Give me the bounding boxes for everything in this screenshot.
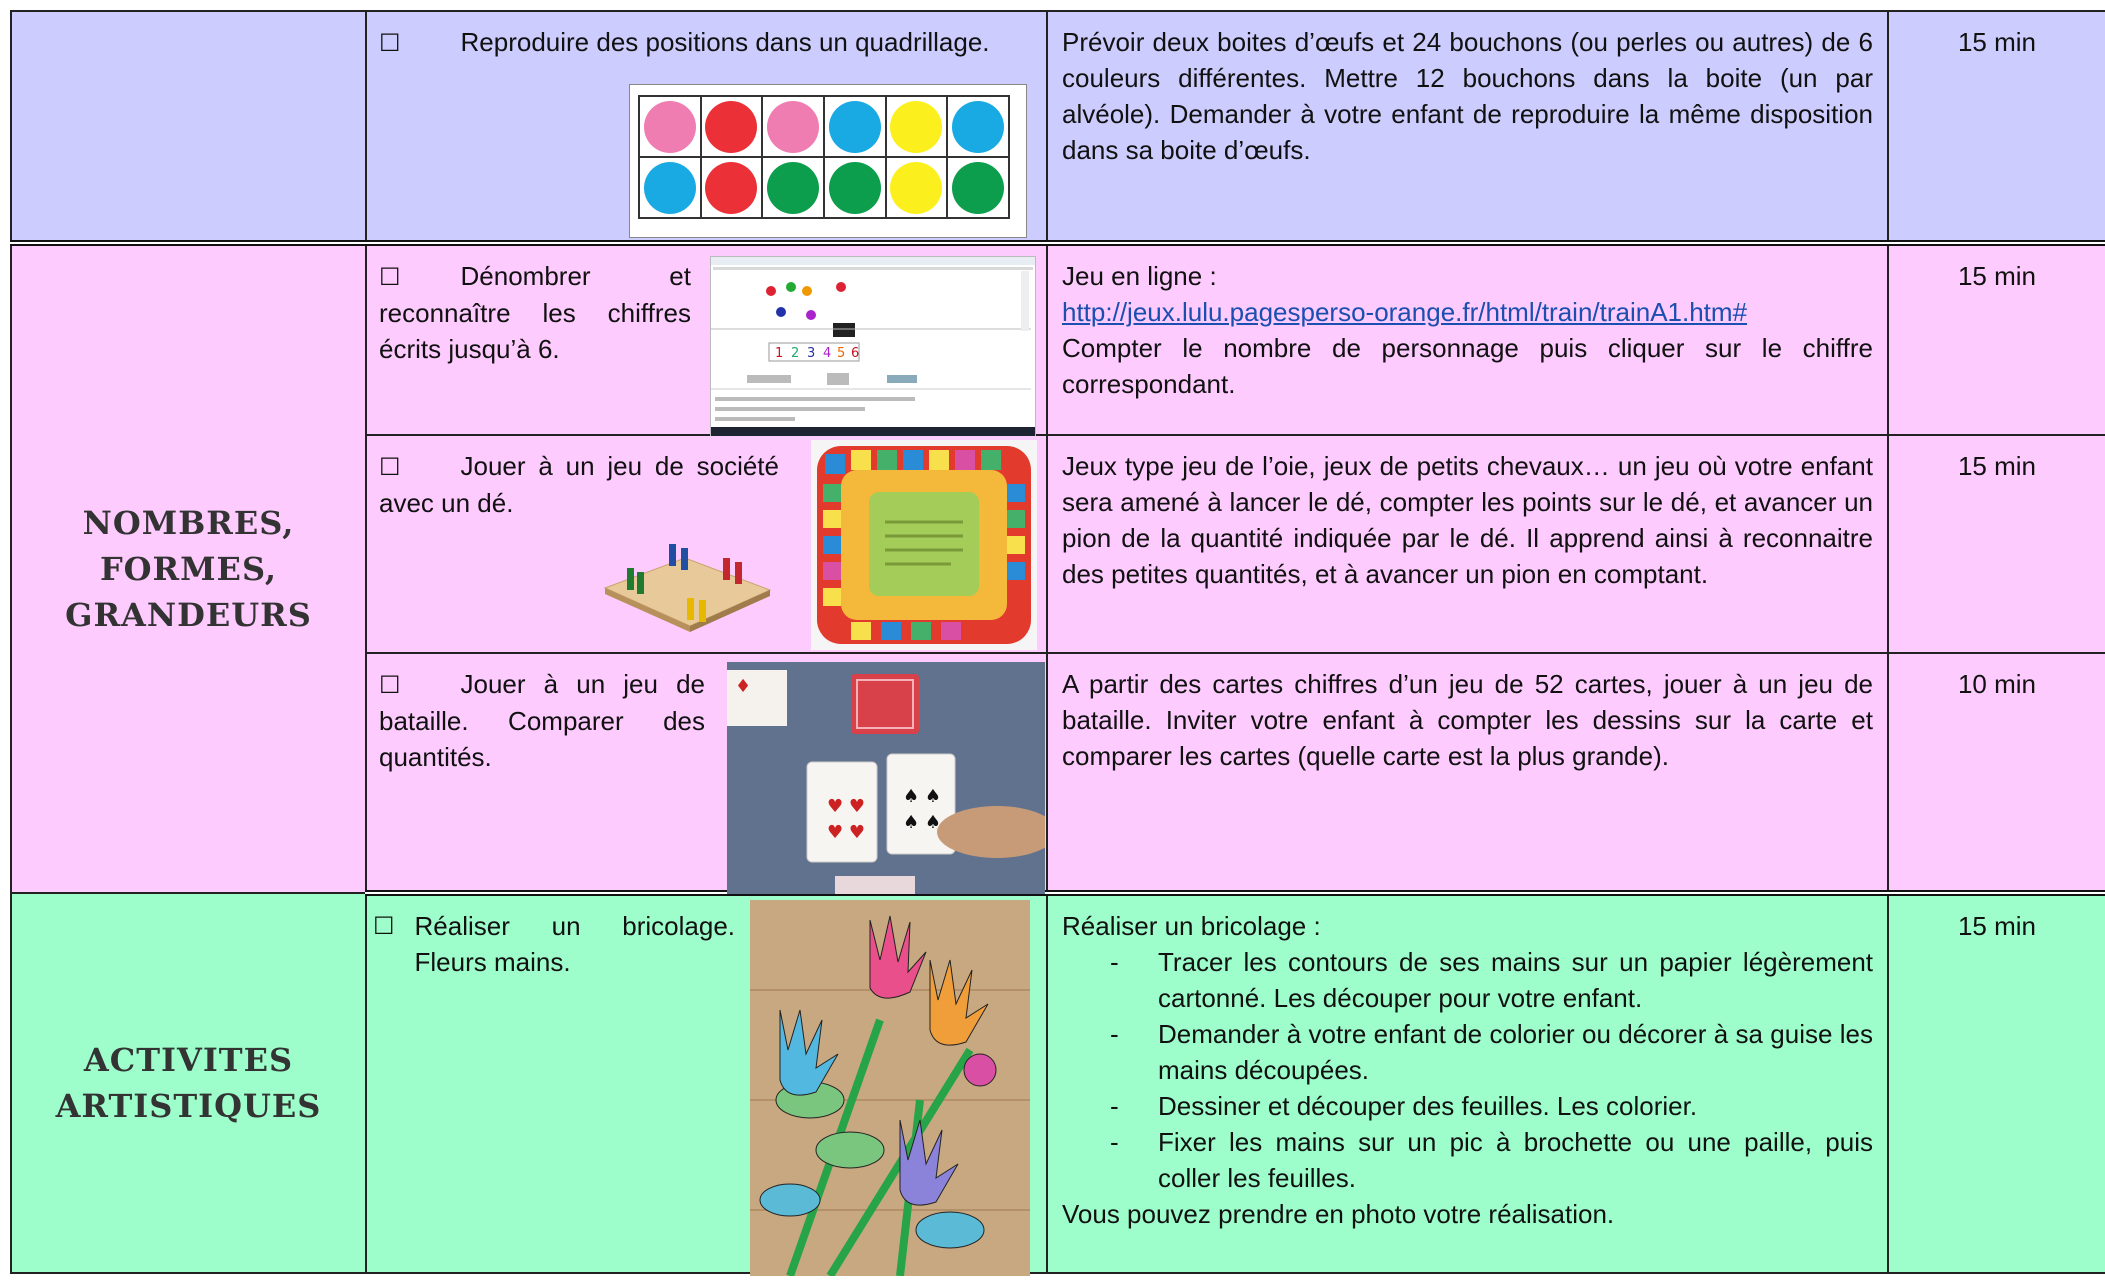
duration-cell: 10 min	[1888, 653, 2105, 893]
svg-text:3: 3	[807, 346, 816, 361]
activity-label: Jouer à un jeu de société avec un dé.	[379, 451, 779, 518]
list-item: - Dessiner et découper des feuilles. Les colorier.	[1102, 1088, 1873, 1124]
hand-flowers-illustration	[750, 900, 1030, 1276]
colored-dot	[829, 162, 881, 214]
goose-board-illustration	[811, 440, 1037, 650]
table-row	[11, 11, 2105, 243]
colored-dot	[952, 101, 1004, 153]
activity-cell	[366, 893, 1047, 1273]
grid-cell	[639, 96, 701, 157]
description-text: Compter le nombre de personnage puis cliquer sur le chiffre correspondant.	[1062, 333, 1873, 399]
activity-table	[10, 10, 2105, 1274]
grid-cell	[947, 96, 1009, 157]
grid-cell	[947, 157, 1009, 218]
category-cell-empty	[11, 11, 366, 243]
duration-cell: 15 min	[1888, 243, 2105, 435]
duration-cell: 15 min	[1888, 435, 2105, 653]
list-item: - Tracer les contours de ses mains sur un papier légèrement cartonné. Les découper pour votre enfant.	[1102, 944, 1873, 1016]
category-line: GRANDEURS	[65, 596, 312, 634]
description-cell	[1047, 893, 1888, 1273]
activity-label: Jouer à un jeu de bataille. Comparer des quantités.	[379, 669, 705, 772]
grid-cell	[886, 157, 948, 218]
grid-cell	[762, 96, 824, 157]
description-cell	[1047, 653, 1888, 893]
activity-label: Dénombrer et reconnaître les chiffres écrits jusqu’à 6.	[379, 261, 691, 364]
checkbox[interactable]: ☐	[379, 671, 401, 699]
board-game-pawns-image	[595, 518, 775, 638]
playing-cards-photo	[727, 662, 1045, 894]
category-line: ACTIVITES	[83, 1041, 294, 1079]
svg-text:♥ ♥: ♥ ♥	[827, 822, 865, 843]
colored-dot	[705, 101, 757, 153]
svg-text:2: 2	[791, 346, 800, 361]
description-text: A partir des cartes chiffres d’un jeu de 52 cartes, jouer à un jeu de bataille. Inviter votre enfant à compter les dessins sur la carte et comparer les cartes (quelle carte est la plus grande).	[1062, 669, 1873, 771]
steps-list	[1062, 944, 1873, 1196]
grid-cell	[701, 157, 763, 218]
grid-cell	[824, 157, 886, 218]
duration-cell: 15 min	[1888, 893, 2105, 1273]
activity-label: Réaliser un bricolage. Fleurs mains.	[414, 911, 735, 977]
description-outro: Vous pouvez prendre en photo votre réalisation.	[1062, 1199, 1615, 1229]
grid-cell	[824, 96, 886, 157]
cards-illustration	[727, 662, 1045, 894]
table-row	[11, 243, 2105, 435]
colored-dot	[644, 101, 696, 153]
description-intro: Jeu en ligne :	[1062, 261, 1217, 291]
colored-dot	[829, 101, 881, 153]
grid-cell	[762, 157, 824, 218]
grid-cell	[639, 157, 701, 218]
description-cell	[1047, 11, 1888, 243]
colored-dot	[644, 162, 696, 214]
colored-dot	[952, 162, 1004, 214]
checkbox[interactable]: ☐	[373, 912, 395, 940]
colored-dot	[767, 162, 819, 214]
activity-cell	[366, 243, 1047, 435]
list-item: - Fixer les mains sur un pic à brochette ou une paille, puis coller les feuilles.	[1102, 1124, 1873, 1196]
svg-text:♠ ♠: ♠ ♠	[903, 812, 941, 833]
category-line: ARTISTIQUES	[55, 1087, 322, 1125]
svg-text:1: 1	[775, 346, 784, 361]
wooden-board-illustration	[595, 518, 775, 638]
svg-text:6: 6	[851, 346, 860, 361]
dots-grid	[638, 95, 1010, 219]
activity-cell	[366, 653, 1047, 893]
activity-label: Reproduire des positions dans un quadrillage.	[460, 27, 990, 57]
svg-text:♥ ♥: ♥ ♥	[827, 796, 865, 817]
description-text: Prévoir deux boites d’œufs et 24 bouchons (ou perles ou autres) de 6 couleurs différentes. Mettre 12 bouchons dans la boite (un par alvéole). Demander à votre enfant de reproduire la même disposition dans sa boite d’œufs.	[1062, 27, 1873, 165]
colored-dot	[890, 101, 942, 153]
category-line: FORMES,	[99, 550, 278, 588]
train-game-illustration	[711, 257, 1035, 437]
grid-cell	[886, 96, 948, 157]
category-numbers	[11, 243, 366, 893]
activity-cell	[366, 11, 1047, 243]
category-line: NOMBRES,	[82, 504, 295, 542]
train-game-screenshot	[710, 256, 1036, 438]
duration-cell: 15 min	[1888, 11, 2105, 243]
hand-flowers-craft-photo	[750, 900, 1030, 1276]
svg-text:5: 5	[837, 346, 846, 361]
category-arts	[11, 893, 366, 1273]
checkbox[interactable]: ☐	[379, 29, 401, 57]
description-text: Jeux type jeu de l’oie, jeux de petits chevaux… un jeu où votre enfant sera amené à lancer le dé, compter les points sur le dé, et avancer un pion de la quantité indiquée par le dé. Il apprend ainsi à reconnaitre des petites quantités, et à avancer un pion en comptant.	[1062, 451, 1873, 589]
checkbox[interactable]: ☐	[379, 263, 401, 291]
list-item: - Demander à votre enfant de colorier ou décorer à sa guise les mains découpées.	[1102, 1016, 1873, 1088]
colored-dots-grid-image	[629, 84, 1027, 238]
game-link[interactable]: http://jeux.lulu.pagesperso-orange.fr/html/train/trainA1.htm#	[1062, 297, 1748, 327]
description-cell	[1047, 243, 1888, 435]
colored-dot	[767, 101, 819, 153]
description-intro: Réaliser un bricolage :	[1062, 911, 1321, 941]
svg-text:4: 4	[823, 346, 832, 361]
colored-dot	[705, 162, 757, 214]
description-cell	[1047, 435, 1888, 653]
svg-text:♦: ♦	[735, 676, 752, 697]
colored-dot	[890, 162, 942, 214]
svg-text:♠ ♠: ♠ ♠	[903, 786, 941, 807]
game-of-goose-board-image	[811, 440, 1037, 650]
grid-cell	[701, 96, 763, 157]
activity-cell	[366, 435, 1047, 653]
table-row	[11, 893, 2105, 1273]
checkbox[interactable]: ☐	[379, 453, 401, 481]
